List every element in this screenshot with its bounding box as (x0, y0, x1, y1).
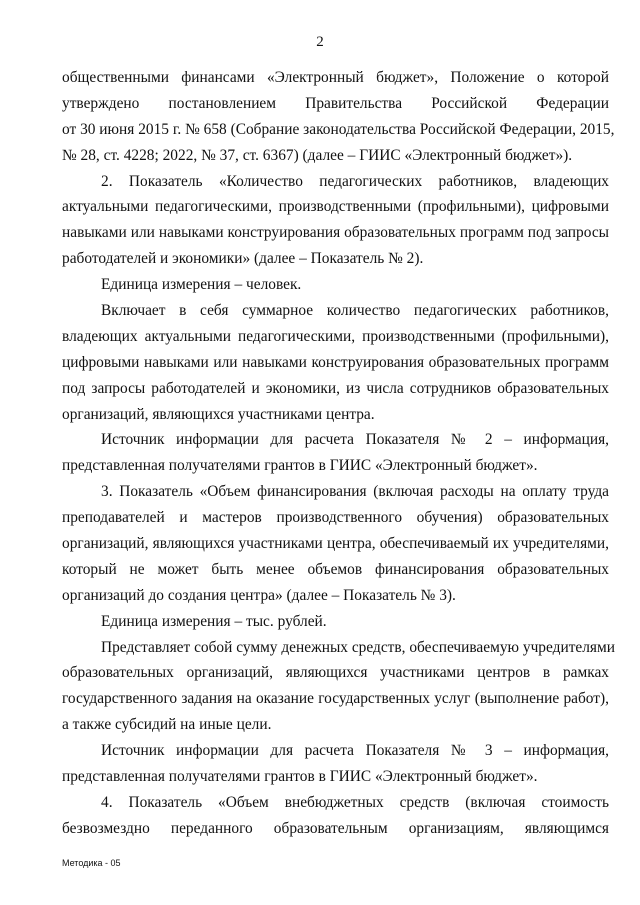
text-line: Единица измерения – человек. (101, 276, 302, 294)
text-line: 4. Показатель «Объем внебюджетных средств (включая стоимость (101, 793, 609, 811)
text-line: актуальными педагогическими, производственными (профильными), цифровыми (62, 198, 609, 216)
text-line: Источник информации для расчета Показателя № 3 – информация, (101, 742, 609, 760)
text-line: под запросы работодателей и экономики, из числа сотрудников образовательных (62, 379, 609, 397)
document-body (62, 65, 615, 842)
text-line: организаций, являющихся участниками центра. (62, 405, 375, 423)
text-line: утверждено постановлением Правительства Российской Федерации (62, 94, 609, 112)
text-line: 3. Показатель «Объем финансирования (включая расходы на оплату труда (101, 483, 609, 501)
text-line: представленная получателями грантов в ГИИС «Электронный бюджет». (62, 457, 538, 475)
text-line: владеющих актуальными педагогическими, производственными (профильными), (62, 327, 609, 345)
text-line: Включает в себя суммарное количество педагогических работников, (101, 302, 609, 320)
text-line: от 30 июня 2015 г. № 658 (Собрание законодательства Российской Федерации, 2015, (62, 120, 615, 138)
text-line: Представляет собой сумму денежных средств, обеспечиваемую учредителями (101, 638, 615, 656)
text-line: цифровыми навыками или навыками конструирования образовательных программ (62, 353, 609, 371)
text-line: образовательных организаций, являющихся участниками центров в рамках (62, 664, 609, 682)
text-line: безвозмездно переданного образовательным организациям, являющимся (62, 819, 609, 837)
text-line: представленная получателями грантов в ГИИС «Электронный бюджет». (62, 768, 538, 786)
text-line: организаций до создания центра» (далее – Показатель № 3). (62, 586, 456, 604)
text-line: государственного задания на оказание государственных услуг (выполнение работ), (62, 690, 609, 708)
text-line: № 28, ст. 4228; 2022, № 37, ст. 6367) (далее – ГИИС «Электронный бюджет»). (62, 146, 573, 164)
page-number: 2 (316, 34, 324, 50)
text-line: Единица измерения – тыс. рублей. (101, 612, 327, 630)
text-line: навыками или навыками конструирования образовательных программ под запросы (62, 224, 609, 242)
text-line: Источник информации для расчета Показателя № 2 – информация, (101, 431, 609, 449)
text-line: организаций, являющихся участниками центра, обеспечиваемый их учредителями, (62, 535, 609, 553)
text-line: работодателей и экономики» (далее – Показатель № 2). (62, 250, 424, 268)
text-line: преподавателей и мастеров производственного обучения) образовательных (62, 509, 609, 527)
text-line: 2. Показатель «Количество педагогических работников, владеющих (101, 172, 609, 190)
text-line: а также субсидий на иные цели. (62, 716, 272, 734)
text-line: общественными финансами «Электронный бюджет», Положение о которой (62, 69, 609, 86)
text-line: который не может быть менее объемов финансирования образовательных (62, 560, 609, 578)
footer-label: Методика - 05 (62, 858, 121, 868)
